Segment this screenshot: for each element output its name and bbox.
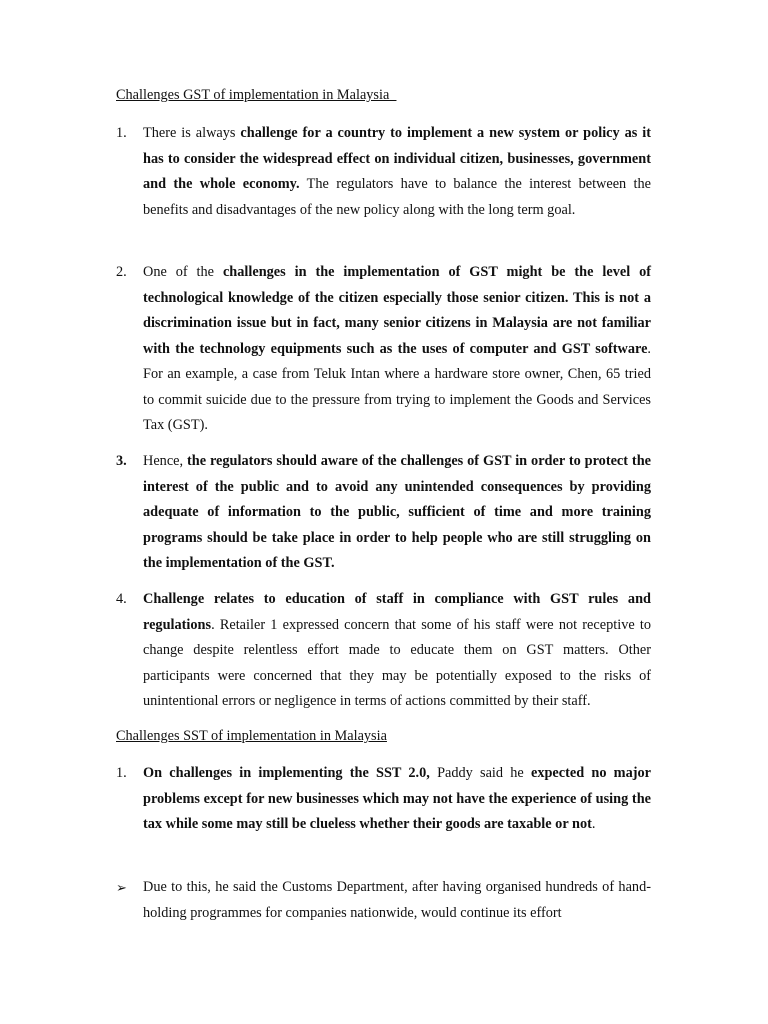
item-text [143,875,651,926]
item-number: 4. [116,591,127,607]
text-run: . Retailer 1 expressed concern that some of his staff were not receptive to change despite relentless effort made to educate them on GST matters. Other participants were concerned that they may be potentially exposed to the risks of unintentional errors or negligence in terms of actions committed by their staff. [143,616,651,709]
bold-text-run: the regulators should aware of the challenges of GST in order to protect the interest of the public and to avoid any unintended consequences by providing adequate of information to the public, sufficient of time and more training programs should be take place in order to help people who are still struggling on the implementation of the GST. [143,453,651,571]
sst-item-1 [116,761,651,838]
section-heading-gst: Challenges GST of implementation in Malaysia [116,87,397,103]
item-text [143,260,651,439]
section-heading-sst: Challenges SST of implementation in Malaysia [116,728,387,744]
text-run: Paddy said he [429,765,531,781]
gst-item-3 [116,449,651,577]
text-run: Due to this, he said the Customs Department, after having organised hundreds of hand-holding programmes for companies nationwide, would continue its effort [143,879,651,921]
bullet-item [116,875,651,926]
item-text [143,449,651,577]
bold-text-run: expected no major problems except for new businesses which may not have the experience of using the tax while some may still be clueless whether their goods are taxable or not [143,765,651,832]
item-number: 1. [116,125,127,141]
item-text [143,587,651,715]
text-run: There is always [143,125,241,141]
text-run: . For an example, a case from Teluk Intan where a hardware store owner, Chen, 65 tried to commit suicide due to the pressure from trying to implement the Goods and Services Tax (GST). [143,340,651,433]
item-number: 1. [116,765,127,781]
item-number: 3. [116,453,127,469]
bold-text-run: challenge for a country to implement a new system or policy as it has to consider the widespread effect on individual citizen, businesses, government and the whole economy. [143,125,651,192]
item-number: 2. [116,264,127,280]
bold-text-run: On challenges in implementing the SST 2.0, [143,765,430,781]
text-run: Hence, [143,453,187,469]
item-text [143,761,651,838]
arrow-bullet-icon: ➢ [116,880,127,895]
bold-text-run: challenges in the implementation of GST might be the level of technological knowledge of the citizen especially those senior citizen. This is not a discrimination issue but in fact, many senior citizens in Malaysia are not familiar with the technology equipments such as the uses of computer and GST software [143,264,651,357]
text-run: . [591,816,596,832]
bold-text-run: Challenge relates to education of staff in compliance with GST rules and regulations [143,591,651,633]
item-text [143,121,651,223]
gst-item-1 [116,121,651,223]
gst-item-2 [116,260,651,439]
gst-item-4 [116,587,651,715]
text-run: One of the [143,264,223,280]
text-run: The regulators have to balance the interest between the benefits and disadvantages of the new policy along with the long term goal. [143,176,651,218]
